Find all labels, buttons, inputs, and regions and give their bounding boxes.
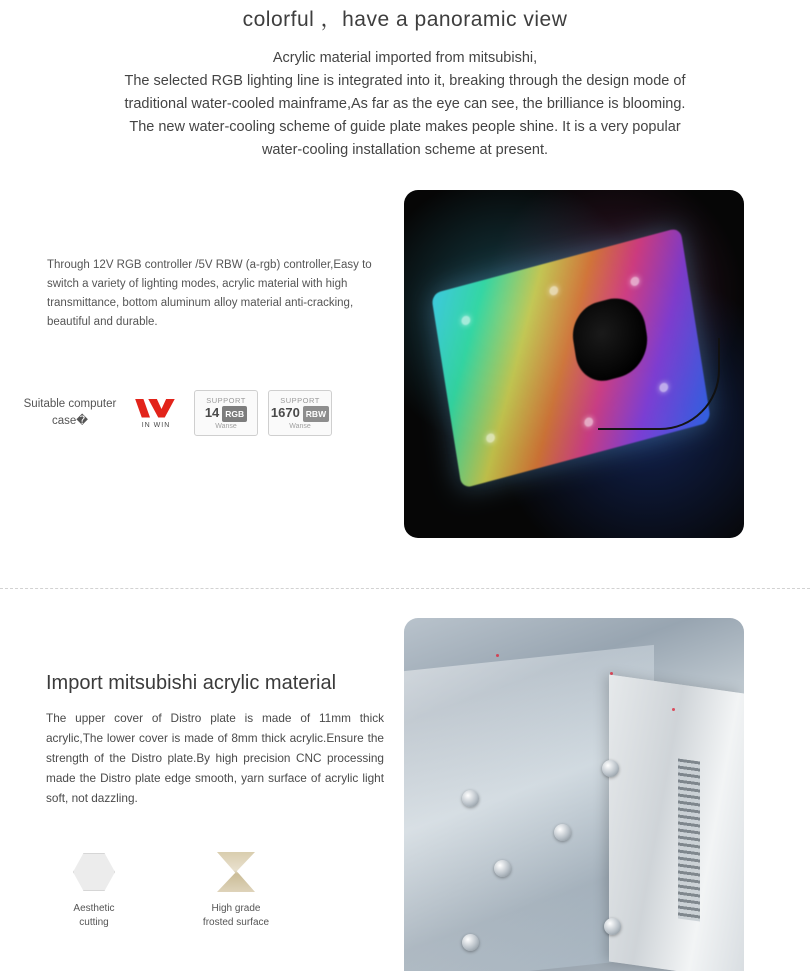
feature-frosted-surface bbox=[188, 848, 284, 930]
feature-aesthetic-cutting-line2: cutting bbox=[79, 917, 109, 928]
section-acrylic-description: The upper cover of Distro plate is made of 11mm thick acrylic,The lower cover is made of 8mm thick acrylic.Ensure the strength of the Distro plate.By high precision CNC processing made the Distro plate edge smooth, yarn surface of acrylic light soft, not dazzling. bbox=[46, 711, 384, 805]
support-badge-rgb-bottom: Wanse bbox=[215, 422, 237, 430]
feature-aesthetic-cutting-line1: Aesthetic bbox=[73, 903, 115, 914]
hero-line-3: traditional water-cooled mainframe,As far as the eye can see, the brilliance is blooming. bbox=[124, 96, 686, 112]
metal-panel-layer bbox=[609, 675, 744, 971]
inwin-mark-icon bbox=[135, 398, 177, 420]
suitable-case-label: Suitable computer case� bbox=[23, 398, 117, 427]
support-badge-rbw-tag: RBW bbox=[303, 406, 329, 422]
support-badge-rbw-number: 1670 bbox=[270, 404, 300, 420]
feature-frosted-surface-line2: frosted surface bbox=[202, 917, 270, 928]
support-badge-rgb-number: 14 bbox=[204, 404, 220, 420]
inwin-logo bbox=[128, 391, 184, 435]
support-badge-rbw-bottom: Wanse bbox=[289, 422, 311, 430]
hexagon-cut-icon bbox=[46, 848, 142, 896]
feature-list bbox=[46, 848, 284, 930]
inwin-logo-text: IN WIN bbox=[141, 421, 171, 429]
hero-line-1: Acrylic material imported from mitsubishi, bbox=[272, 50, 538, 66]
rgb-controller-description: Through 12V RGB controller /5V RBW (a-rgb) controller,Easy to switch a variety of lighting modes, acrylic material with high transmittance, bottom aluminum alloy material anti-cracking, beautiful and durable. bbox=[47, 259, 372, 328]
frosted-surface-icon bbox=[188, 848, 284, 896]
section-divider bbox=[0, 588, 810, 589]
hero-description bbox=[0, 47, 810, 162]
acrylic-plate-closeup-photo bbox=[404, 618, 744, 971]
compatibility-badges bbox=[22, 390, 332, 436]
section-acrylic-title: Import mitsubishi acrylic material bbox=[46, 672, 337, 694]
hero-section bbox=[0, 0, 810, 162]
page-title: colorful ，have a panoramic view bbox=[242, 8, 568, 31]
support-badge-rgb bbox=[194, 390, 258, 436]
hero-line-2: The selected RGB lighting line is integrated into it, breaking through the design mode of bbox=[124, 73, 686, 89]
section-acrylic-material bbox=[0, 600, 810, 971]
support-badge-rgb-top: SUPPORT bbox=[206, 395, 246, 405]
ridged-edge-detail bbox=[678, 758, 700, 921]
support-badge-rbw bbox=[268, 390, 332, 436]
rgb-distro-plate-photo bbox=[404, 190, 744, 538]
section-rgb-lighting bbox=[0, 180, 810, 560]
hero-line-5: water-cooling installation scheme at present. bbox=[261, 142, 549, 158]
feature-aesthetic-cutting bbox=[46, 848, 142, 930]
support-badge-rbw-top: SUPPORT bbox=[280, 395, 320, 405]
hero-line-4: The new water-cooling scheme of guide plate makes people shine. It is a very popular bbox=[129, 119, 681, 135]
support-badge-rgb-tag: RGB bbox=[222, 406, 247, 422]
feature-frosted-surface-line1: High grade bbox=[211, 903, 261, 914]
